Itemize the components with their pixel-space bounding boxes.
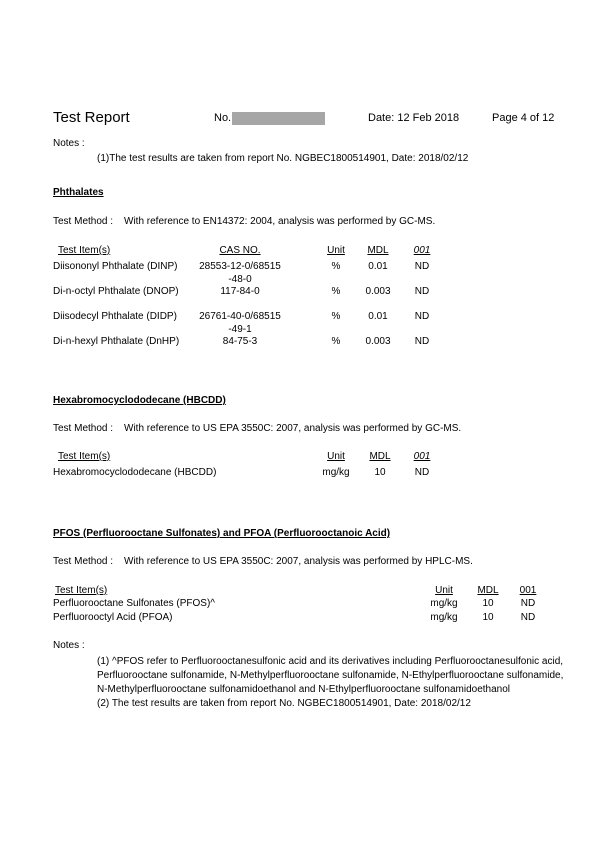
- redacted-report-number: [232, 112, 325, 125]
- table-row-cas: 84-75-3: [222, 336, 258, 347]
- test-method-label: Test Method :: [53, 423, 114, 434]
- column-header-result: 001: [519, 585, 537, 596]
- notes-label-top: Notes :: [53, 138, 85, 149]
- column-header-item: Test Item(s): [58, 245, 111, 256]
- report-number-label: No.: [214, 112, 232, 124]
- test-method-label: Test Method :: [53, 556, 114, 567]
- section-heading-hbcdd: Hexabromocyclododecane (HBCDD): [53, 395, 226, 406]
- table-row-cas: 26761-40-0/68515: [199, 311, 281, 322]
- table-row-result: ND: [520, 612, 536, 623]
- notes-bottom-line: (1) ^PFOS refer to Perfluorooctanesulfonic acid and its derivatives including Perfluorooctanesulfonic acid,: [97, 656, 564, 667]
- section-heading-pfos: PFOS (Perfluorooctane Sulfonates) and PFOA (Perfluorooctanoic Acid): [53, 528, 391, 539]
- table-row-item: Perfluorooctyl Acid (PFOA): [53, 612, 173, 623]
- report-title: Test Report: [53, 109, 130, 126]
- column-header-unit: Unit: [327, 451, 345, 462]
- table-row-cas-cont: -48-0: [228, 274, 252, 285]
- table-row-result: ND: [414, 336, 430, 347]
- table-row-mdl: 0.01: [368, 311, 388, 322]
- test-method-label: Test Method :: [53, 216, 114, 227]
- column-header-result: 001: [413, 451, 431, 462]
- notes-top-line: (1)The test results are taken from report No. NGBEC1800514901, Date: 2018/02/12: [97, 153, 469, 164]
- table-row-result: ND: [414, 261, 430, 272]
- table-row-mdl: 10: [374, 467, 386, 478]
- notes-label-bottom: Notes :: [53, 640, 85, 651]
- column-header-unit: Unit: [435, 585, 453, 596]
- table-row-cas: 117-84-0: [220, 286, 260, 297]
- column-header-item: Test Item(s): [58, 451, 111, 462]
- column-header-cas: CAS NO.: [219, 245, 261, 256]
- table-row-mdl: 0.01: [368, 261, 388, 272]
- table-row-unit: %: [331, 336, 341, 347]
- table-row-unit: mg/kg: [430, 598, 458, 609]
- table-row-mdl: 10: [482, 598, 494, 609]
- table-row-unit: %: [331, 311, 341, 322]
- test-method-text: With reference to US EPA 3550C: 2007, analysis was performed by HPLC-MS.: [124, 556, 473, 567]
- column-header-result: 001: [413, 245, 431, 256]
- table-row-mdl: 0.003: [365, 336, 391, 347]
- report-date: Date: 12 Feb 2018: [368, 112, 460, 124]
- table-row-item: Di-n-octyl Phthalate (DNOP): [53, 286, 179, 297]
- notes-bottom-line: Perfluorooctane sulfonamide, N-Methylperfluorooctane sulfonamide, N-Ethylperfluorooctane sulfonamide,: [97, 670, 564, 681]
- table-row-result: ND: [414, 286, 430, 297]
- column-header-unit: Unit: [327, 245, 345, 256]
- table-row-result: ND: [414, 311, 430, 322]
- table-row-cas: 28553-12-0/68515: [199, 261, 281, 272]
- section-heading-phthalates: Phthalates: [53, 187, 104, 198]
- table-row-result: ND: [520, 598, 536, 609]
- column-header-mdl: MDL: [369, 451, 391, 462]
- table-row-item: Diisononyl Phthalate (DINP): [53, 261, 178, 272]
- table-row-unit: %: [331, 286, 341, 297]
- table-row-item: Perfluorooctane Sulfonates (PFOS)^: [53, 598, 215, 609]
- test-method-text: With reference to EN14372: 2004, analysis was performed by GC-MS.: [124, 216, 436, 227]
- table-row-cas-cont: -49-1: [228, 324, 252, 335]
- notes-bottom-line: N-Methylperfluorooctane sulfonamidoethanol and N-Ethylperfluorooctane sulfonamidoethanol: [97, 684, 511, 695]
- table-row-unit: mg/kg: [430, 612, 458, 623]
- table-row-unit: %: [331, 261, 341, 272]
- column-header-mdl: MDL: [367, 245, 389, 256]
- table-row-mdl: 0.003: [365, 286, 391, 297]
- table-row-result: ND: [414, 467, 430, 478]
- notes-bottom-line: (2) The test results are taken from report No. NGBEC1800514901, Date: 2018/02/12: [97, 698, 471, 709]
- table-row-item: Diisodecyl Phthalate (DIDP): [53, 311, 177, 322]
- page-number: Page 4 of 12: [492, 112, 555, 124]
- column-header-mdl: MDL: [477, 585, 499, 596]
- table-row-mdl: 10: [482, 612, 494, 623]
- table-row-item: Hexabromocyclododecane (HBCDD): [53, 467, 217, 478]
- table-row-item: Di-n-hexyl Phthalate (DnHP): [53, 336, 180, 347]
- column-header-item: Test Item(s): [55, 585, 108, 596]
- test-method-text: With reference to US EPA 3550C: 2007, analysis was performed by GC-MS.: [124, 423, 462, 434]
- table-row-unit: mg/kg: [322, 467, 350, 478]
